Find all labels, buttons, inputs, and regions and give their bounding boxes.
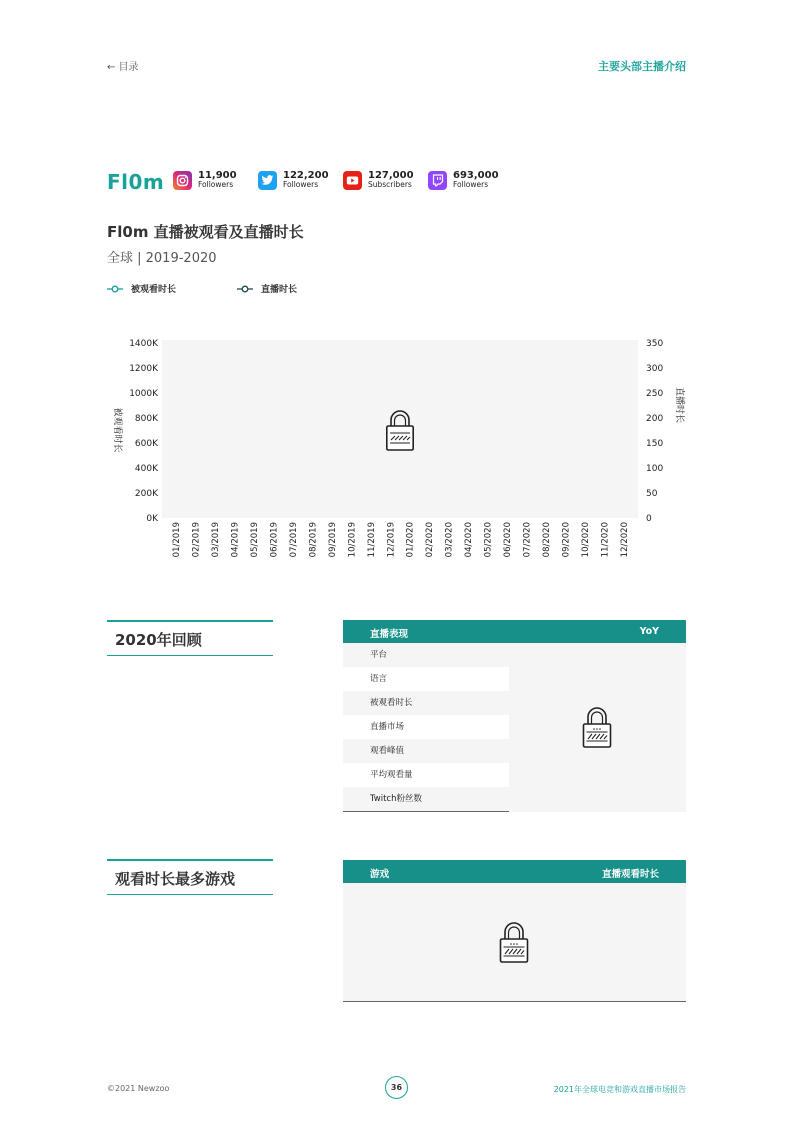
youtube-icon [343, 171, 362, 190]
y-tick-label: 200K [134, 489, 158, 499]
youtube-label: Subscribers [368, 180, 412, 190]
section-title: 主要头部主播介绍 [598, 60, 686, 73]
instagram-icon [173, 171, 192, 190]
y2-tick-label: 350 [646, 339, 664, 349]
x-tick-label: 04/2019 [230, 522, 241, 558]
x-tick-label: 01/2020 [405, 522, 416, 558]
review-row-label: 直播市场 [370, 722, 405, 732]
x-tick-label: 03/2020 [444, 522, 455, 558]
x-tick-label: 07/2020 [522, 522, 533, 558]
instagram-label: Followers [198, 180, 234, 190]
y-tick-label: 800K [134, 414, 158, 424]
legend-marker-icon [107, 285, 123, 293]
y-tick-label: 400K [134, 464, 158, 474]
social-twitch [428, 168, 499, 192]
twitter-icon [258, 171, 277, 190]
games-table-header [343, 860, 686, 883]
y2-tick-label: 300 [646, 364, 664, 374]
legend-item-viewed-hours [107, 282, 176, 295]
x-tick-label: 12/2019 [386, 522, 397, 558]
youtube-count: 127,000 [368, 169, 414, 181]
x-tick-label: 09/2020 [561, 522, 572, 558]
twitter-label: Followers [283, 180, 319, 190]
games-section-heading [107, 859, 273, 895]
review-row-label: 被观看时长 [343, 691, 509, 715]
y2-tick-label: 100 [646, 464, 664, 474]
y-tick-label: 1400K [129, 339, 158, 349]
x-tick-label: 12/2020 [620, 522, 630, 558]
x-tick-label: 06/2020 [503, 522, 514, 558]
twitch-count: 693,000 [453, 169, 499, 181]
twitch-label: Followers [453, 180, 489, 190]
x-tick-label: 01/2019 [172, 522, 182, 558]
x-tick-label: 02/2020 [425, 522, 436, 558]
legend-label: 直播时长 [261, 285, 298, 295]
x-tick-label: 03/2019 [210, 522, 221, 558]
twitch-icon [428, 171, 447, 190]
x-tick-label: 07/2019 [288, 522, 299, 558]
page-number: 36 [385, 1076, 408, 1099]
x-tick-label: 05/2020 [483, 522, 494, 558]
footer-report-title: 2021年全球电竞和游戏直播市场报告 [553, 1085, 686, 1094]
review-header-yoy: YoY [639, 626, 659, 637]
dual-axis-chart [100, 330, 700, 570]
y2-tick-label: 150 [646, 439, 664, 449]
games-header-watch-hours: 直播观看时长 [601, 869, 659, 880]
review-row-label: 平台 [343, 643, 509, 667]
x-tick-label: 09/2019 [327, 522, 338, 558]
y-axis-label: 被观看时长 [112, 407, 122, 453]
review-table-bottom-rule [343, 811, 509, 812]
x-tick-label: 11/2019 [366, 522, 377, 558]
y-tick-label: 1000K [129, 389, 158, 399]
review-row-label: Twitch粉丝数 [343, 787, 509, 811]
lock-icon [582, 707, 612, 749]
social-instagram [173, 168, 237, 192]
chart-title: Fl0m 直播被观看及直播时长 [107, 223, 304, 241]
y-tick-label: 600K [134, 439, 158, 449]
social-youtube [343, 168, 414, 192]
x-tick-label: 08/2020 [542, 522, 553, 558]
x-tick-label: 10/2020 [581, 522, 592, 558]
x-tick-label: 02/2019 [191, 522, 202, 558]
review-row-label: 观看峰值 [343, 739, 509, 763]
lock-icon [499, 922, 529, 964]
review-table-header [343, 620, 686, 643]
streamer-name: Fl0m [107, 170, 165, 194]
y2-axis-label: 直播时长 [674, 386, 684, 424]
legend-label: 被观看时长 [131, 285, 177, 295]
instagram-count: 11,900 [198, 169, 237, 181]
social-twitter [258, 168, 329, 192]
y-tick-label: 1200K [129, 364, 158, 374]
y-tick-label: 0K [146, 514, 158, 524]
x-tick-label: 10/2019 [347, 522, 358, 558]
legend-marker-icon [237, 285, 253, 293]
y2-tick-label: 250 [646, 389, 664, 399]
x-tick-label: 11/2020 [600, 522, 611, 558]
games-header-game: 游戏 [370, 869, 390, 880]
y2-tick-label: 200 [646, 414, 664, 424]
review-heading-text: 2020年回顾 [115, 631, 202, 649]
twitter-count: 122,200 [283, 169, 329, 181]
legend-item-stream-hours [237, 282, 297, 295]
review-row-label: 平均观看量 [370, 770, 413, 780]
x-tick-label: 08/2019 [308, 522, 319, 558]
x-tick-label: 05/2019 [249, 522, 260, 558]
y2-tick-label: 50 [646, 489, 658, 499]
x-tick-label: 04/2020 [464, 522, 475, 558]
y2-tick-label: 0 [646, 514, 652, 524]
x-tick-label: 06/2019 [269, 522, 280, 558]
footer-copyright: ©2021 Newzoo [107, 1084, 170, 1093]
review-row-label: 语言 [370, 674, 388, 684]
back-to-contents-link[interactable]: ← 目录 [107, 62, 139, 73]
review-section-heading [107, 620, 273, 656]
games-heading-text: 观看时长最多游戏 [115, 870, 236, 888]
review-header-metric: 直播表现 [370, 629, 409, 640]
chart-subtitle: 全球 | 2019-2020 [107, 251, 217, 266]
